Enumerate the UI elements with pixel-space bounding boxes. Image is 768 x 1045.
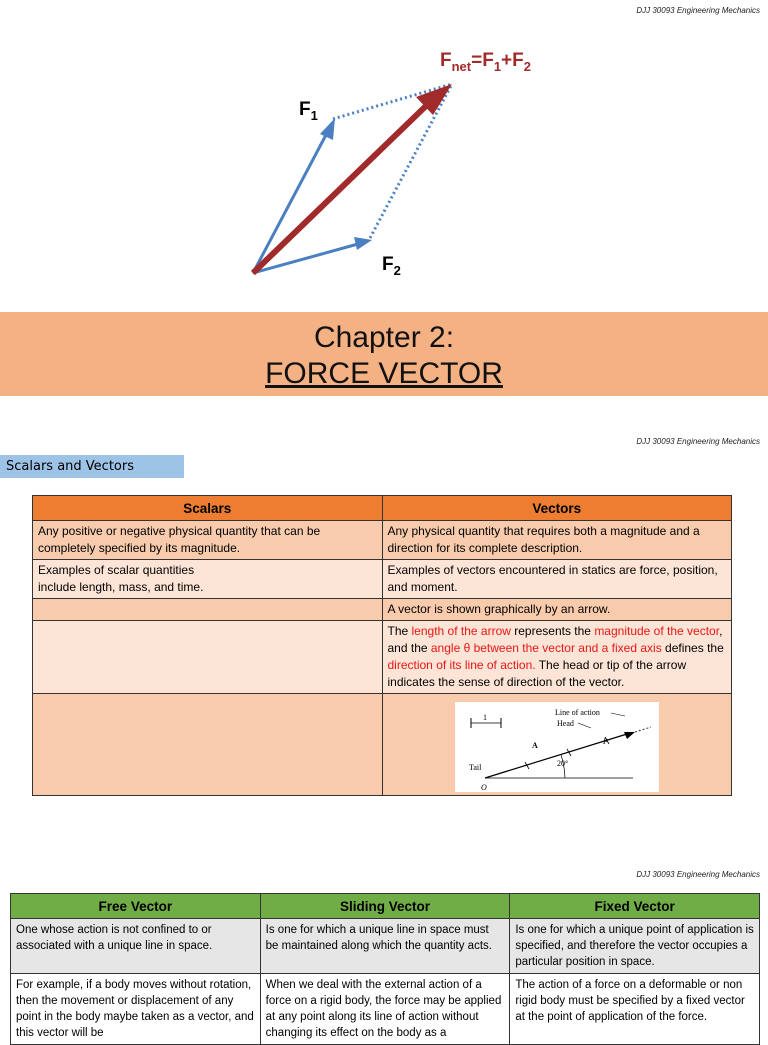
table-row — [33, 599, 732, 621]
page-header-3: DJJ 30093 Engineering Mechanics — [636, 870, 760, 879]
f2-arrowhead — [354, 237, 372, 250]
scalars-header: Scalars — [33, 496, 383, 521]
empty-cell — [33, 599, 383, 621]
section-tag: Scalars and Vectors — [0, 455, 184, 478]
vector-types-table — [10, 893, 760, 1045]
vector-figure — [455, 702, 659, 792]
f1-arrow — [253, 133, 327, 273]
free-vector-definition: One whose action is not confined to or associated with a unique line in space. — [11, 919, 261, 974]
f1-arrowhead — [320, 118, 335, 140]
vector-examples: Examples of vectors encountered in statics are force, position, and moment. — [382, 560, 732, 599]
page-header-2: DJJ 30093 Engineering Mechanics — [636, 437, 760, 446]
label-line-of-action: Line of action — [554, 708, 600, 717]
page-header: DJJ 30093 Engineering Mechanics — [636, 6, 760, 15]
force-vector-diagram — [0, 0, 768, 310]
empty-cell — [33, 694, 383, 796]
fixed-vector-definition: Is one for which a unique point of application is specified, and therefore the vector occupies a particular position in space. — [510, 919, 760, 974]
f2-label: $F_2$ — [382, 254, 401, 278]
chapter-banner — [0, 312, 768, 396]
table-row — [33, 521, 732, 560]
table-row — [33, 694, 732, 796]
vector-description: The length of the arrow represents the magnitude of the vector, and the angle θ between the vector and a fixed axis defines the direction of its line of action. The head or tip of the arrow indicates the sense of direction of the vector. — [382, 621, 732, 694]
table-row — [11, 974, 760, 1045]
sliding-vector-example: When we deal with the external action of a force on a rigid body, the force may be applied at any point along its line of action without changing its effect on the body as a — [260, 974, 510, 1045]
empty-cell — [33, 621, 383, 694]
table-row — [33, 560, 732, 599]
label-tail: Tail — [468, 763, 482, 772]
label-p: P — [602, 737, 608, 746]
table-row — [33, 621, 732, 694]
scale-label: 1 — [482, 713, 487, 722]
fixed-vector-header: Fixed Vector — [510, 894, 760, 919]
label-o: O — [480, 783, 487, 792]
free-vector-header: Free Vector — [11, 894, 261, 919]
f1-label: $F_1$ — [299, 99, 318, 123]
vectors-header: Vectors — [382, 496, 732, 521]
fnet-label: $F_{net}=F_1+F_2$ — [440, 50, 531, 74]
chapter-title: FORCE VECTOR — [265, 357, 503, 390]
angle-label: 20° — [556, 759, 568, 768]
scalar-examples: Examples of scalar quantities include length, mass, and time. — [33, 560, 383, 599]
vector-arrow-note: A vector is shown graphically by an arrow. — [382, 599, 732, 621]
vector-figure-cell — [382, 694, 732, 796]
table-row — [11, 919, 760, 974]
label-head: Head — [556, 719, 574, 728]
fixed-vector-example: The action of a force on a deformable or non rigid body must be specified by a fixed vector at the point of application of the force. — [510, 974, 760, 1045]
scalar-definition: Any positive or negative physical quantity that can be completely specified by its magnitude. — [33, 521, 383, 560]
dotted-line-right — [370, 84, 452, 238]
free-vector-example: For example, if a body moves without rotation, then the movement or displacement of any point in the body maybe taken as a vector, and this vector will be — [11, 974, 261, 1045]
chapter-number: Chapter 2: — [313, 321, 455, 354]
scalars-vectors-table — [32, 495, 732, 796]
label-a: A — [531, 741, 538, 750]
sliding-vector-definition: Is one for which a unique line in space must be maintained along which the quantity acts. — [260, 919, 510, 974]
sliding-vector-header: Sliding Vector — [260, 894, 510, 919]
vector-definition: Any physical quantity that requires both a magnitude and a direction for its complete description. — [382, 521, 732, 560]
